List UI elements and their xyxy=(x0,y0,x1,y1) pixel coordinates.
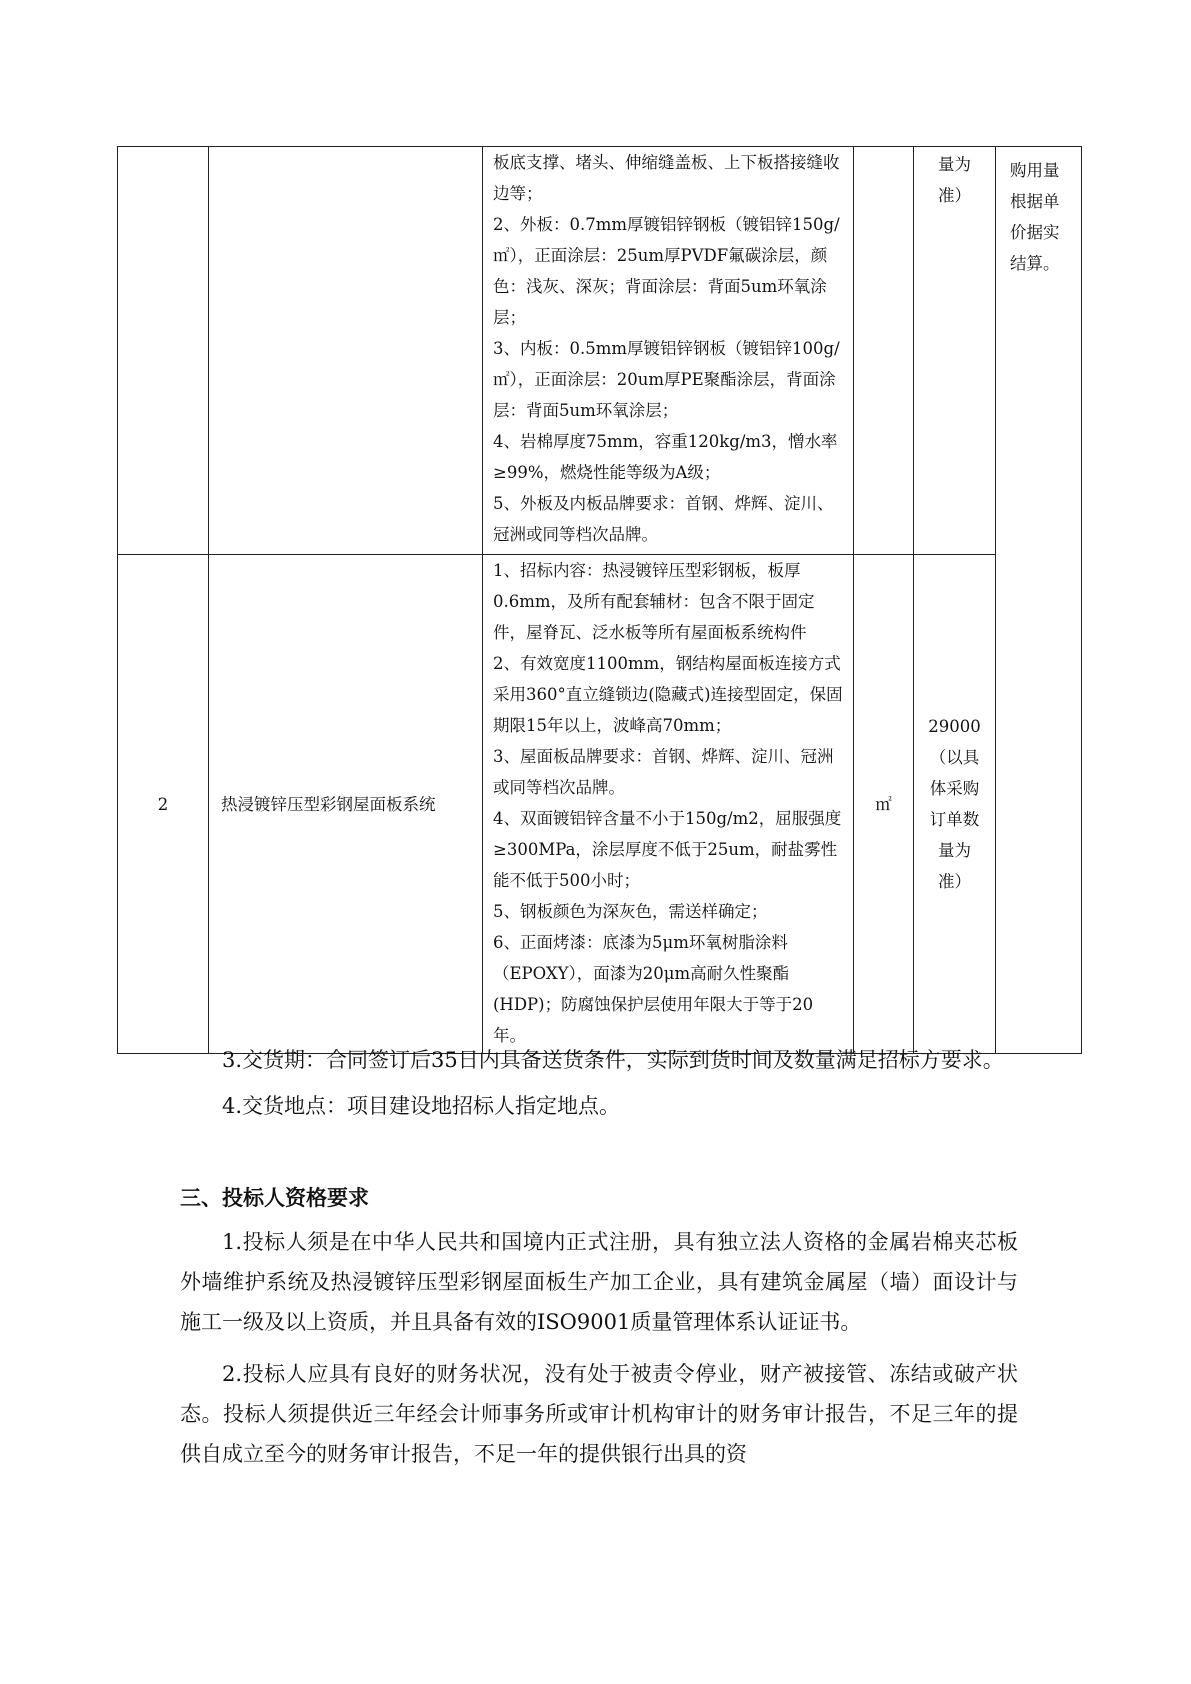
desc-line: 1、招标内容：热浸镀锌压型彩钢板，板厚0.6mm，及所有配套辅材：包含不限于固定件，屋脊瓦、泛水板等所有屋面板系统构件 xyxy=(493,561,815,642)
desc-line: 4、双面镀铝锌含量不小于150g/m2，屈服强度≥300MPa，涂层厚度不低于25um，耐盐雾性能不低于500小时； xyxy=(493,809,842,890)
table-row-2 xyxy=(118,555,1082,1054)
delivery-section xyxy=(180,1040,1018,1126)
table-row-continued xyxy=(118,147,1082,555)
qualification-section xyxy=(180,1222,1018,1474)
cell-no: 2 xyxy=(118,555,209,1054)
cell-unit xyxy=(854,147,914,555)
qualification-paragraph-1: 1.投标人须是在中华人民共和国境内正式注册，具有独立法人资格的金属岩棉夹芯板外墙维护系统及热浸镀锌压型彩钢屋面板生产加工企业，具有建筑金属屋（墙）面设计与施工一级及以上资质，并且具备有效的ISO9001质量管理体系认证证书。 xyxy=(180,1230,1018,1334)
desc-line: 3、屋面板品牌要求：首钢、烨辉、淀川、冠洲或同等档次品牌。 xyxy=(493,747,834,797)
desc-line: 6、正面烤漆：底漆为5μm环氧树脂涂料（EPOXY），面漆为20μm高耐久性聚酯(HDP)；防腐蚀保护层使用年限大于等于20年。 xyxy=(493,933,814,1045)
cell-note: 购用量 根据单 价据实 结算。 xyxy=(996,147,1082,1054)
cell-name xyxy=(209,147,483,555)
desc-line: 5、外板及内板品牌要求：首钢、烨辉、淀川、冠洲或同等档次品牌。 xyxy=(493,494,834,544)
cell-no xyxy=(118,147,209,555)
delivery-place-paragraph: 4.交货地点：项目建设地招标人指定地点。 xyxy=(222,1094,621,1118)
cell-unit: ㎡ xyxy=(854,555,914,1054)
cell-quantity: 量为 准） xyxy=(914,147,996,555)
qualification-paragraph-2: 2.投标人应具有良好的财务状况，没有处于被责令停业，财产被接管、冻结或破产状态。投标人须提供近三年经会计师事务所或审计机构审计的财务审计报告，不足三年的提供自成立至今的财务审计报告，不足一年的提供银行出具的资 xyxy=(180,1362,1018,1466)
cell-description xyxy=(483,555,854,1054)
cell-name: 热浸镀锌压型彩钢屋面板系统 xyxy=(209,555,483,1054)
desc-line: 4、岩棉厚度75mm，容重120kg/m3，憎水率≥99%，燃烧性能等级为A级； xyxy=(493,432,838,482)
section-heading: 三、投标人资格要求 xyxy=(180,1186,369,1210)
desc-line: 2、有效宽度1100mm，钢结构屋面板连接方式采用360°直立缝锁边(隐藏式)连接型固定，保固期限15年以上，波峰高70mm； xyxy=(493,654,843,735)
desc-line: 3、内板：0.5mm厚镀铝锌钢板（镀铝锌100g/㎡），正面涂层：20um厚PE聚酯涂层，背面涂层：背面5um环氧涂层； xyxy=(493,339,840,420)
desc-line: 板底支撑、堵头、伸缩缝盖板、上下板搭接缝收边等； xyxy=(493,153,840,203)
delivery-period-paragraph: 3.交货期：合同签订后35日内具备送货条件，实际到货时间及数量满足招标方要求。 xyxy=(222,1048,1004,1072)
desc-line: 2、外板：0.7mm厚镀铝锌钢板（镀铝锌150g/㎡），正面涂层：25um厚PVDF氟碳涂层，颜色：浅灰、深灰；背面涂层：背面5um环氧涂层； xyxy=(493,215,840,327)
desc-line: 5、钢板颜色为深灰色，需送样确定； xyxy=(493,902,768,921)
cell-quantity: 29000 （以具 体采购 订单数 量为 准） xyxy=(914,555,996,1054)
spec-table xyxy=(117,146,1082,1054)
cell-description xyxy=(483,147,854,555)
